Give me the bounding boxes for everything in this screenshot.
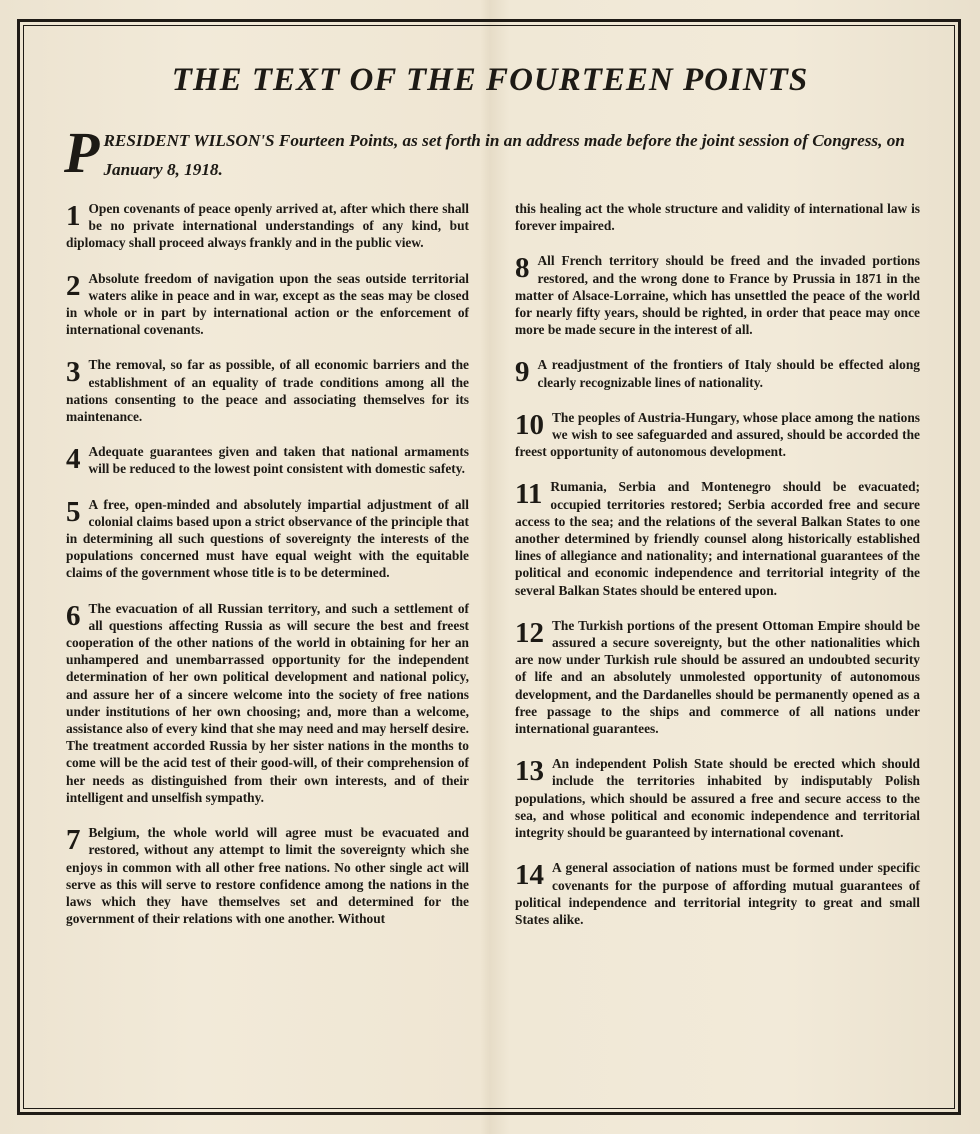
point-text: The evacuation of all Russian territory, and such a settlement of all questions affecting Russia as will secure the best and freest cooperation of the other nations of the world in obtaining for her an unhampered and unembarrassed opportunity for the independent determination of her own political development and national policy, and assure her of a sincere welcome into the society of free nations under institutions of her own choosing; and, more than a welcome, assistance also of every kind that she may need and may herself desire. The treatment accorded Russia by her sister nations in the months to come will be the acid test of their good-will, of their comprehension of her needs as distinguished from their own interests, and of their intelligent and unselfish sympathy. — [66, 600, 469, 805]
point-number: 5 — [66, 495, 81, 528]
point-text: A readjustment of the frontiers of Italy should be effected along clearly recognizable lines of nationality. — [537, 357, 920, 390]
intro-text: RESIDENT WILSON'S Fourteen Points, as set forth in an address made before the joint session of Congress, on January 8, 1918. — [103, 131, 905, 179]
intro-paragraph — [64, 120, 924, 185]
point-number: 9 — [515, 356, 530, 389]
point-text: Absolute freedom of navigation upon the seas outside territorial waters alike in peace and in war, except as the seas may be closed in whole or in part by international action or the enforcement of international covenants. — [66, 270, 469, 338]
point-1 — [66, 200, 469, 252]
document-title: THE TEXT OF THE FOURTEEN POINTS — [171, 62, 809, 98]
point-14 — [515, 859, 920, 928]
point-7-continuation: this healing act the whole structure and validity of international law is forever impaired. — [515, 201, 920, 234]
point-11 — [515, 478, 920, 598]
point-number: 1 — [66, 200, 81, 232]
intro-dropcap: P — [64, 120, 100, 185]
point-text: The Turkish portions of the present Ottoman Empire should be assured a secure sovereignty, but the other nationalities which are now under Turkish rule should be assured an undoubted security of life and an absolutely unmolested opportunity of autonomous development, and the Dardanelles should be permanently opened as a free passage to the ships and commerce of all nations under international guarantees. — [515, 617, 920, 737]
point-text: The removal, so far as possible, of all economic barriers and the establishment of an equality of trade conditions among all the nations consenting to the peace and associating themselves for its maintenance. — [66, 357, 469, 425]
point-text: An independent Polish State should be erected which should include the territories inhabited by indisputably Polish populations, which should be assured a free and secure access to the sea, and whose political and economic independence and territorial integrity should be guaranteed by international covenant. — [515, 756, 920, 841]
point-13 — [515, 755, 920, 841]
point-text: Belgium, the whole world will agree must be evacuated and restored, without any attempt to limit the sovereignty which she enjoys in common with all other free nations. No other single act will serve as this will serve to restore confidence among the nations in the laws which they have themselves set and determined for the government of their relations with one another. Without — [66, 825, 469, 927]
point-number: 12 — [515, 616, 544, 649]
point-text: Open covenants of peace openly arrived at, after which there shall be no private international understandings of any kind, but diplomacy shall proceed always frankly and in the public view. — [66, 201, 469, 251]
point-text: Adequate guarantees given and taken that national armaments will be reduced to the lowest point consistent with domestic safety. — [88, 444, 469, 477]
point-number: 13 — [515, 755, 544, 788]
point-number: 4 — [66, 443, 81, 476]
left-column — [66, 200, 469, 945]
point-number: 3 — [66, 356, 81, 389]
point-text: A free, open-minded and absolutely impartial adjustment of all colonial claims based upon a strict observance of the principle that in determining all such questions of sovereignty the interests of the populations concerned must have equal weight with the equitable claims of the government whose title is to be determined. — [66, 496, 469, 581]
point-text: All French territory should be freed and the invaded portions restored, and the wrong done to France by Prussia in 1871 in the matter of Alsace-Lorraine, which has unsettled the peace of the world for nearly fifty years, should be righted, in order that peace may once more be made secure in the interest of all. — [515, 253, 920, 338]
point-5 — [66, 496, 469, 582]
point-4 — [66, 443, 469, 477]
point-number: 11 — [515, 478, 543, 511]
point-number: 6 — [66, 599, 81, 632]
right-column — [515, 200, 920, 946]
point-2 — [66, 270, 469, 339]
point-text: A general association of nations must be formed under specific covenants for the purpose of affording mutual guarantees of political independence and territorial integrity to great and small States alike. — [515, 860, 920, 927]
point-text: The peoples of Austria-Hungary, whose place among the nations we wish to see safeguarded and assured, should be accorded the freest opportunity of autonomous development. — [515, 409, 920, 460]
point-number: 14 — [515, 859, 544, 892]
point-number: 8 — [515, 252, 530, 285]
point-text: Rumania, Serbia and Montenegro should be evacuated; occupied territories restored; Serbia accorded free and secure access to the sea; and the relations of the several Balkan States to one another determined by friendly counsel along historically established lines of allegiance and nationality; and international guarantees of the political and economic independence and territorial integrity of the several Balkan States should be entered upon. — [515, 479, 920, 598]
point-9 — [515, 356, 920, 390]
point-number: 2 — [66, 269, 81, 302]
point-10 — [515, 409, 920, 461]
point-12 — [515, 617, 920, 737]
point-8 — [515, 252, 920, 338]
point-3 — [66, 356, 469, 425]
point-number: 10 — [515, 408, 544, 441]
point-number: 7 — [66, 824, 81, 857]
point-7 — [66, 824, 469, 927]
point-6 — [66, 600, 469, 806]
